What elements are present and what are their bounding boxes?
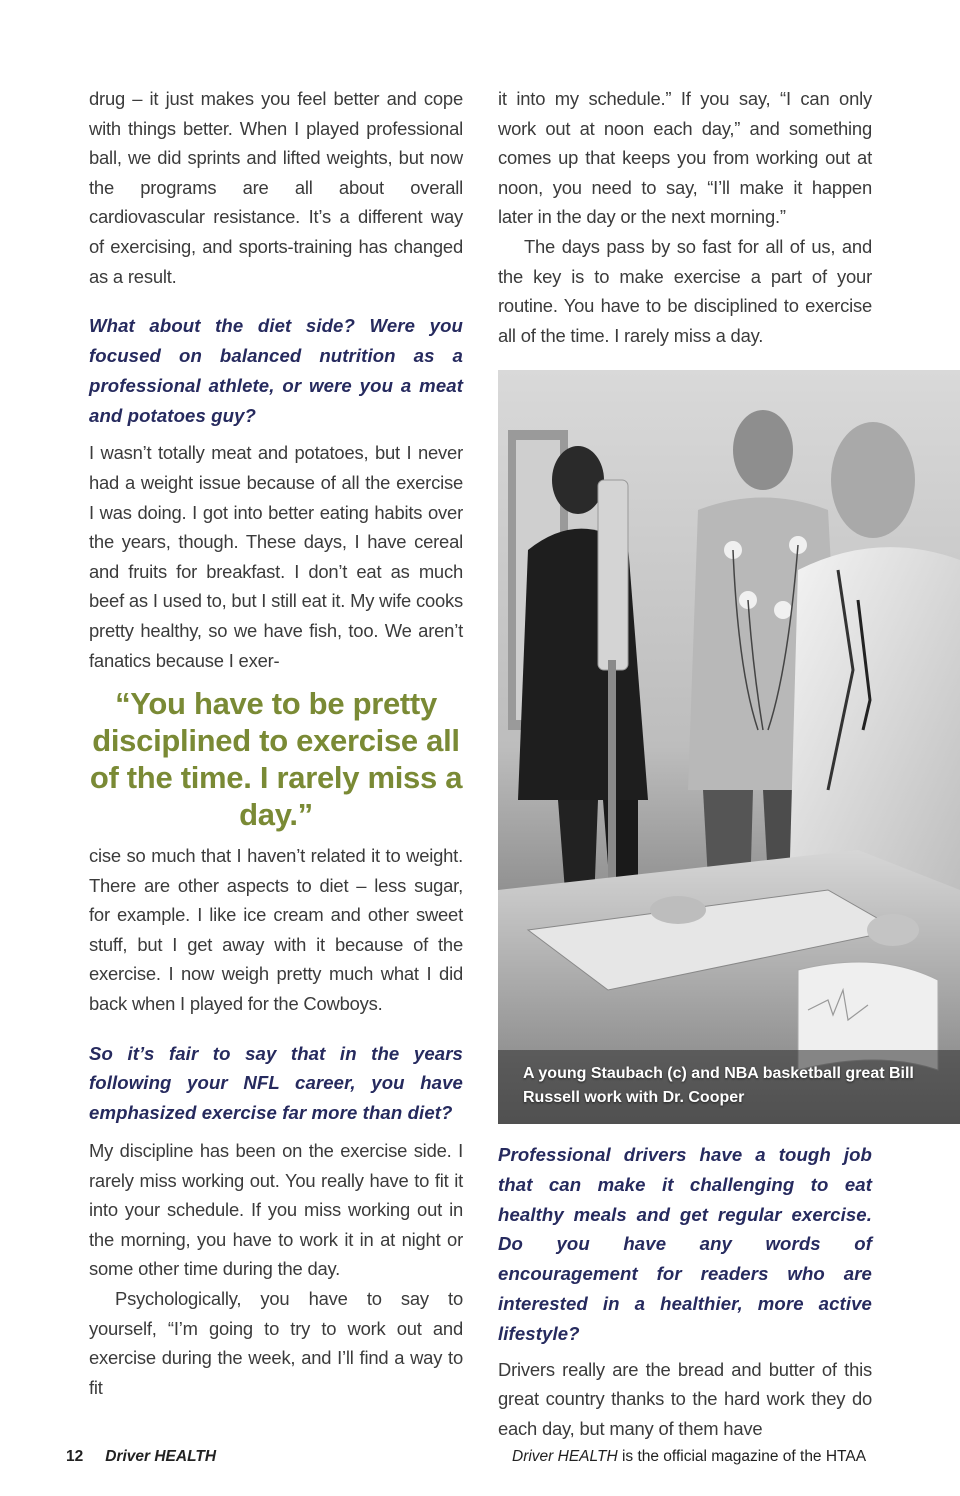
footer-magazine-name: Driver HEALTH xyxy=(512,1448,618,1465)
body-paragraph: it into my schedule.” If you say, “I can only work out at noon each day,” and something comes up that keeps you from working out at noon, you need to say, “I’ll make it happen later in the day or the next morning.” xyxy=(498,88,872,228)
pull-quote: “You have to be pretty disciplined to exercise all of the time. I rarely miss a day.” xyxy=(89,686,463,833)
body-paragraph: Psychologically, you have to say to yourself, “I’m going to try to work out and exercise during the week, and I’ll find a way to fit xyxy=(89,1288,463,1398)
interview-question: Professional drivers have a tough job that can make it challenging to eat healthy meals and get regular exercise. Do you have any words of encouragement for readers who are interested in a healthier, more active lifestyle? xyxy=(498,1144,872,1344)
body-paragraph: cise so much that I haven’t related it to weight. There are other aspects to diet – less sugar, for example. I like ice cream and other sweet stuff, but I get away with it because of the exercise. I now weigh pretty much what I did back when I played for the Cowboys. xyxy=(89,845,463,1015)
left-column xyxy=(89,84,463,1402)
photo-illustration xyxy=(498,370,960,1124)
interview-question: So it’s fair to say that in the years following your NFL career, you have emphasized exercise far more than diet? xyxy=(89,1042,463,1124)
interview-question: What about the diet side? Were you focused on balanced nutrition as a professional athlete, or were you a meat and potatoes guy? xyxy=(89,315,463,426)
body-paragraph: drug – it just makes you feel better and cope with things better. When I played professional ball, we did sprints and lifted weights, but now the programs are all about overall cardiovascular resistance. It’s a different way of exercising, and sports-training has changed as a result. xyxy=(89,88,463,287)
footer-left xyxy=(66,1448,216,1466)
right-column-bottom xyxy=(498,1140,872,1443)
footer-tagline: is the official magazine of the HTAA xyxy=(617,1448,867,1465)
photo-caption: A young Staubach (c) and NBA basketball great Bill Russell work with Dr. Cooper xyxy=(523,1065,914,1106)
magazine-name: Driver HEALTH xyxy=(105,1448,217,1465)
page-number: 12 xyxy=(66,1448,84,1465)
body-paragraph: My discipline has been on the exercise side. I rarely miss working out. You really have to fit it into your schedule. If you miss working out in the morning, you have to work it in at night or some other time during the day. xyxy=(89,1140,463,1280)
body-paragraph: The days pass by so fast for all of us, and the key is to make exercise a part of your routine. You have to be disciplined to exercise all of the time. I rarely miss a day. xyxy=(498,235,872,346)
body-paragraph: I wasn’t totally meat and potatoes, but I never had a weight issue because of all the exercise I was doing. I got into better eating habits over the years, though. These days, I have cereal and fruits for breakfast. I don’t eat as much beef as I used to, but I still eat it. My wife cooks pretty healthy, so we have fish, too. We aren’t fanatics because I exer- xyxy=(89,442,463,671)
photo xyxy=(498,370,960,1124)
body-paragraph: Drivers really are the bread and butter of this great country thanks to the hard work they do each day, but many of them have xyxy=(498,1358,872,1439)
footer-right xyxy=(512,1448,866,1466)
right-column-top xyxy=(498,84,872,350)
